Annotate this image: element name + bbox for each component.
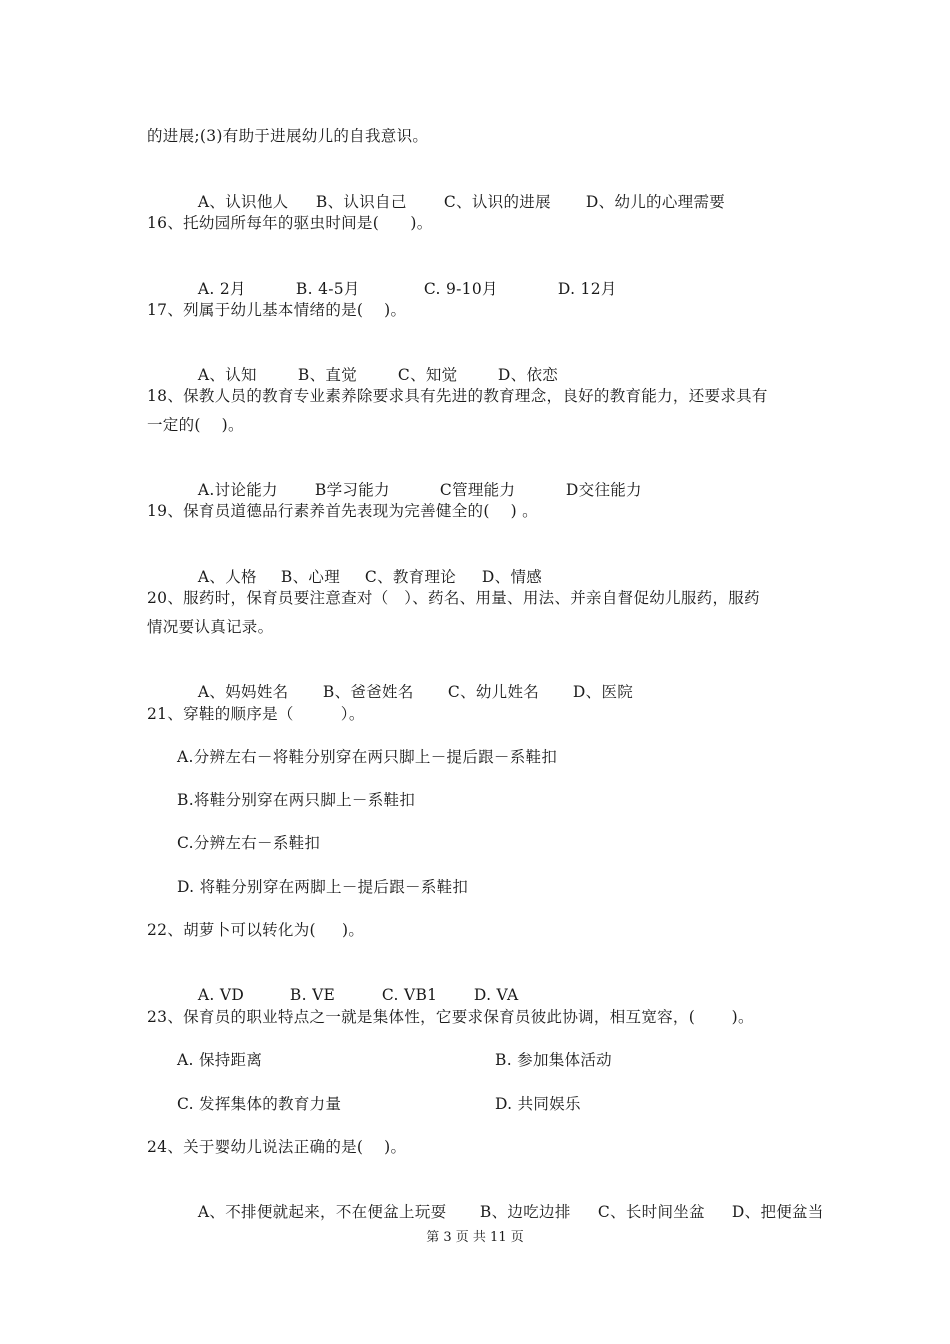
question-18-line-2: 一定的( )。 <box>147 416 244 434</box>
option-c: C、知觉 <box>397 366 458 384</box>
option-a: A、人格 <box>197 568 257 586</box>
option-d: D、依恋 <box>497 366 559 384</box>
option-b: B、认识自己 <box>315 193 407 211</box>
question-18-line-1: 18、保教人员的教育专业素养除要求具有先进的教育理念，良好的教育能力，还要求具有 <box>147 387 768 405</box>
option-c: C、认识的进展 <box>443 193 551 211</box>
option-a: A. VD <box>197 986 245 1004</box>
question-20-line-2: 情况要认真记录。 <box>147 618 274 636</box>
option-c: C. VB1 <box>381 986 438 1004</box>
option-d: D、情感 <box>481 568 543 586</box>
option-b: B学习能力 <box>314 481 390 499</box>
continuation-line: 的进展;(3)有助于进展幼儿的自我意识。 <box>147 127 429 145</box>
q21-option-b: B.将鞋分别穿在两只脚上－系鞋扣 <box>177 791 416 809</box>
option-d: D、医院 <box>572 683 634 701</box>
question-17: 17、列属于幼儿基本情绪的是( )。 <box>147 301 407 319</box>
q23-option-a: A. 保持距离 <box>177 1051 263 1069</box>
question-24: 24、关于婴幼儿说法正确的是( )。 <box>147 1138 407 1156</box>
option-a: A、认识他人 <box>197 193 289 211</box>
question-22: 22、胡萝卜可以转化为( )。 <box>147 921 365 939</box>
q23-option-d: D. 共同娱乐 <box>495 1095 581 1113</box>
question-21: 21、穿鞋的顺序是（ ）。 <box>147 705 365 723</box>
option-d: D交往能力 <box>565 481 642 499</box>
option-b: B、直觉 <box>297 366 358 384</box>
question-20-line-1: 20、服药时，保育员要注意查对（ ）、药名、用量、用法、并亲自督促幼儿服药，服药 <box>147 589 760 607</box>
q23-option-b: B. 参加集体活动 <box>495 1051 612 1069</box>
option-a: A.讨论能力 <box>197 481 278 499</box>
option-c: C管理能力 <box>439 481 516 499</box>
option-b: B、心理 <box>280 568 341 586</box>
question-23: 23、保育员的职业特点之一就是集体性，它要求保育员彼此协调，相互宽容，( )。 <box>147 1008 754 1026</box>
option-b: B、爸爸姓名 <box>322 683 414 701</box>
q21-option-d: D. 将鞋分别穿在两脚上－提后跟－系鞋扣 <box>177 878 469 896</box>
option-c: C、长时间坐盆 <box>597 1203 705 1221</box>
option-b: B. 4-5月 <box>295 280 360 298</box>
question-16: 16、托幼园所每年的驱虫时间是( )。 <box>147 214 433 232</box>
option-d: D、幼儿的心理需要 <box>585 193 726 211</box>
option-a: A、不排便就起来，不在便盆上玩耍 <box>197 1203 447 1221</box>
q21-option-a: A.分辨左右－将鞋分别穿在两只脚上－提后跟－系鞋扣 <box>177 748 558 766</box>
option-c: C. 9-10月 <box>423 280 498 298</box>
option-d: D. 12月 <box>557 280 617 298</box>
option-b: B、边吃边排 <box>479 1203 571 1221</box>
option-d: D. VA <box>473 986 519 1004</box>
page-footer: 第 3 页 共 11 页 <box>426 1230 524 1245</box>
option-c: C、幼儿姓名 <box>447 683 540 701</box>
option-a: A、妈妈姓名 <box>197 683 289 701</box>
q21-option-c: C.分辨左右－系鞋扣 <box>177 834 321 852</box>
option-a: A. 2月 <box>197 280 246 298</box>
q23-option-c: C. 发挥集体的教育力量 <box>177 1095 342 1113</box>
option-a: A、认知 <box>197 366 257 384</box>
question-19: 19、保育员道德品行素养首先表现为完善健全的( ) 。 <box>147 502 538 520</box>
option-c: C、教育理论 <box>364 568 457 586</box>
option-d: D、把便盆当 <box>731 1203 824 1221</box>
option-b: B. VE <box>289 986 336 1004</box>
